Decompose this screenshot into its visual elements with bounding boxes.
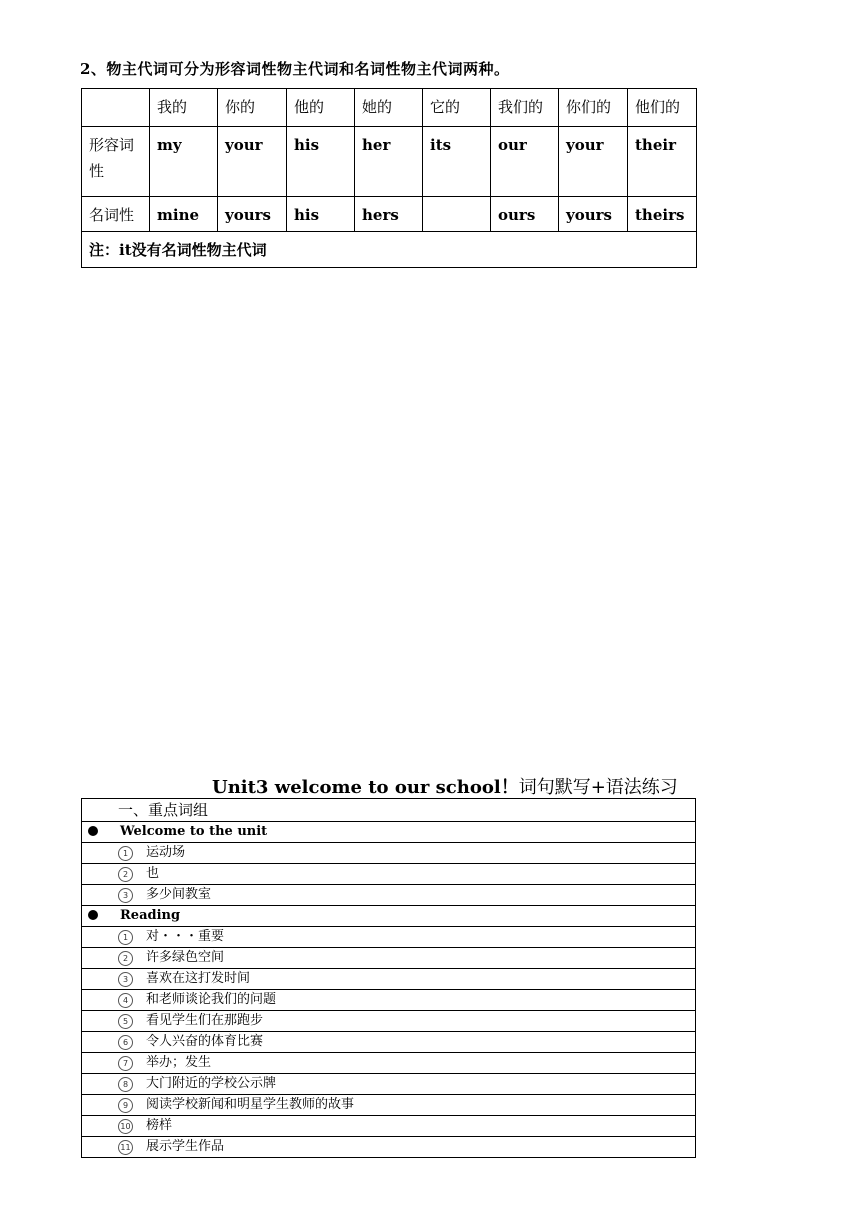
vocab-item-row <box>82 948 696 969</box>
vocab-item <box>82 1137 696 1158</box>
header-cell: 你的 <box>218 89 287 127</box>
vocab-item-text: 也 <box>146 866 160 881</box>
circled-number: 1 <box>118 930 133 945</box>
table-cell: yours <box>218 197 287 232</box>
table-cell: your <box>559 127 628 197</box>
vocab-item-text: 举办；发生 <box>146 1055 212 1070</box>
table-cell: my <box>150 127 218 197</box>
vocab-heading-row <box>82 799 696 822</box>
vocab-item-row <box>82 864 696 885</box>
vocab-item-text: 阅读学校新闻和明星学生教师的故事 <box>146 1097 355 1112</box>
unit-title-cn: 词句默写+语法练习 <box>518 777 678 798</box>
vocab-item-row <box>82 1011 696 1032</box>
table-cell: his <box>287 127 355 197</box>
bullet-icon <box>88 826 98 836</box>
vocab-item-text: 和老师谈论我们的问题 <box>146 992 277 1007</box>
vocab-item <box>82 1095 696 1116</box>
section-title-text: Welcome to the unit <box>120 824 268 839</box>
table-cell: their <box>628 127 697 197</box>
section-title-text: Reading <box>120 908 181 923</box>
vocab-item <box>82 1011 696 1032</box>
circled-number: 3 <box>118 888 133 903</box>
vocab-item-row <box>82 1053 696 1074</box>
vocab-item <box>82 843 696 864</box>
circled-number: 5 <box>118 1014 133 1029</box>
vocab-item-row <box>82 1116 696 1137</box>
table-note-row <box>82 232 697 268</box>
table-note: 注：it没有名词性物主代词 <box>82 232 697 268</box>
header-cell <box>82 89 150 127</box>
circled-number: 6 <box>118 1035 133 1050</box>
vocab-item-row <box>82 969 696 990</box>
circled-number: 9 <box>118 1098 133 1113</box>
vocab-heading: 一、重点词组 <box>82 799 696 822</box>
vocab-item-text: 榜样 <box>146 1118 173 1133</box>
vocab-item-text: 喜欢在这打发时间 <box>146 971 251 986</box>
vocab-item-row <box>82 1095 696 1116</box>
unit-title-en: Unit3 welcome to our school！ <box>212 777 519 798</box>
bullet-icon <box>88 910 98 920</box>
vocab-item-text: 展示学生作品 <box>146 1139 225 1154</box>
vocab-item-row <box>82 1137 696 1158</box>
circled-number: 10 <box>118 1119 133 1134</box>
header-cell: 他们的 <box>628 89 697 127</box>
circled-number: 11 <box>118 1140 133 1155</box>
row-label: 名词性 <box>82 197 150 232</box>
section-intro: 2、物主代词可分为形容词性物主代词和名词性物主代词两种。 <box>80 60 510 78</box>
vocab-item <box>82 990 696 1011</box>
vocab-item-row <box>82 1074 696 1095</box>
vocab-item-row <box>82 927 696 948</box>
table-cell: your <box>218 127 287 197</box>
vocab-item <box>82 927 696 948</box>
header-cell: 我的 <box>150 89 218 127</box>
vocab-item-text: 大门附近的学校公示牌 <box>146 1076 277 1091</box>
vocab-item-text: 令人兴奋的体育比赛 <box>146 1034 264 1049</box>
table-row <box>82 127 697 197</box>
table-cell: theirs <box>628 197 697 232</box>
header-cell: 他的 <box>287 89 355 127</box>
vocab-item <box>82 864 696 885</box>
vocab-section-title <box>82 906 696 927</box>
table-header-row <box>82 89 697 127</box>
header-cell: 你们的 <box>559 89 628 127</box>
vocab-item-text: 看见学生们在那跑步 <box>146 1013 264 1028</box>
table-cell: yours <box>559 197 628 232</box>
vocab-item-text: 运动场 <box>146 845 186 860</box>
vocab-item <box>82 1074 696 1095</box>
circled-number: 8 <box>118 1077 133 1092</box>
circled-number: 2 <box>118 951 133 966</box>
table-cell: ours <box>491 197 559 232</box>
circled-number: 4 <box>118 993 133 1008</box>
header-cell: 我们的 <box>491 89 559 127</box>
table-cell <box>423 197 491 232</box>
vocab-section-row <box>82 822 696 843</box>
row-label: 形容词性 <box>82 127 150 197</box>
table-cell: her <box>355 127 423 197</box>
circled-number: 2 <box>118 867 133 882</box>
table-row <box>82 197 697 232</box>
vocab-section-row <box>82 906 696 927</box>
vocab-item-row <box>82 990 696 1011</box>
table-cell: his <box>287 197 355 232</box>
table-cell: its <box>423 127 491 197</box>
vocab-item-row <box>82 1032 696 1053</box>
vocab-section-title <box>82 822 696 843</box>
unit-title <box>212 773 678 799</box>
vocab-item <box>82 885 696 906</box>
vocab-item-row <box>82 885 696 906</box>
vocab-item <box>82 1053 696 1074</box>
table-cell: hers <box>355 197 423 232</box>
header-cell: 它的 <box>423 89 491 127</box>
vocab-item <box>82 969 696 990</box>
table-cell: our <box>491 127 559 197</box>
vocab-item <box>82 1032 696 1053</box>
header-cell: 她的 <box>355 89 423 127</box>
vocab-table <box>81 798 696 1158</box>
vocab-item <box>82 1116 696 1137</box>
circled-number: 7 <box>118 1056 133 1071</box>
vocab-item-row <box>82 843 696 864</box>
vocab-item <box>82 948 696 969</box>
circled-number: 1 <box>118 846 133 861</box>
table-cell: mine <box>150 197 218 232</box>
circled-number: 3 <box>118 972 133 987</box>
vocab-item-text: 多少间教室 <box>146 887 212 902</box>
vocab-item-text: 许多绿色空间 <box>146 950 225 965</box>
vocab-item-text: 对・・・重要 <box>146 929 225 944</box>
vocab-table-body <box>82 799 696 1158</box>
possessive-pronoun-table <box>81 88 697 268</box>
